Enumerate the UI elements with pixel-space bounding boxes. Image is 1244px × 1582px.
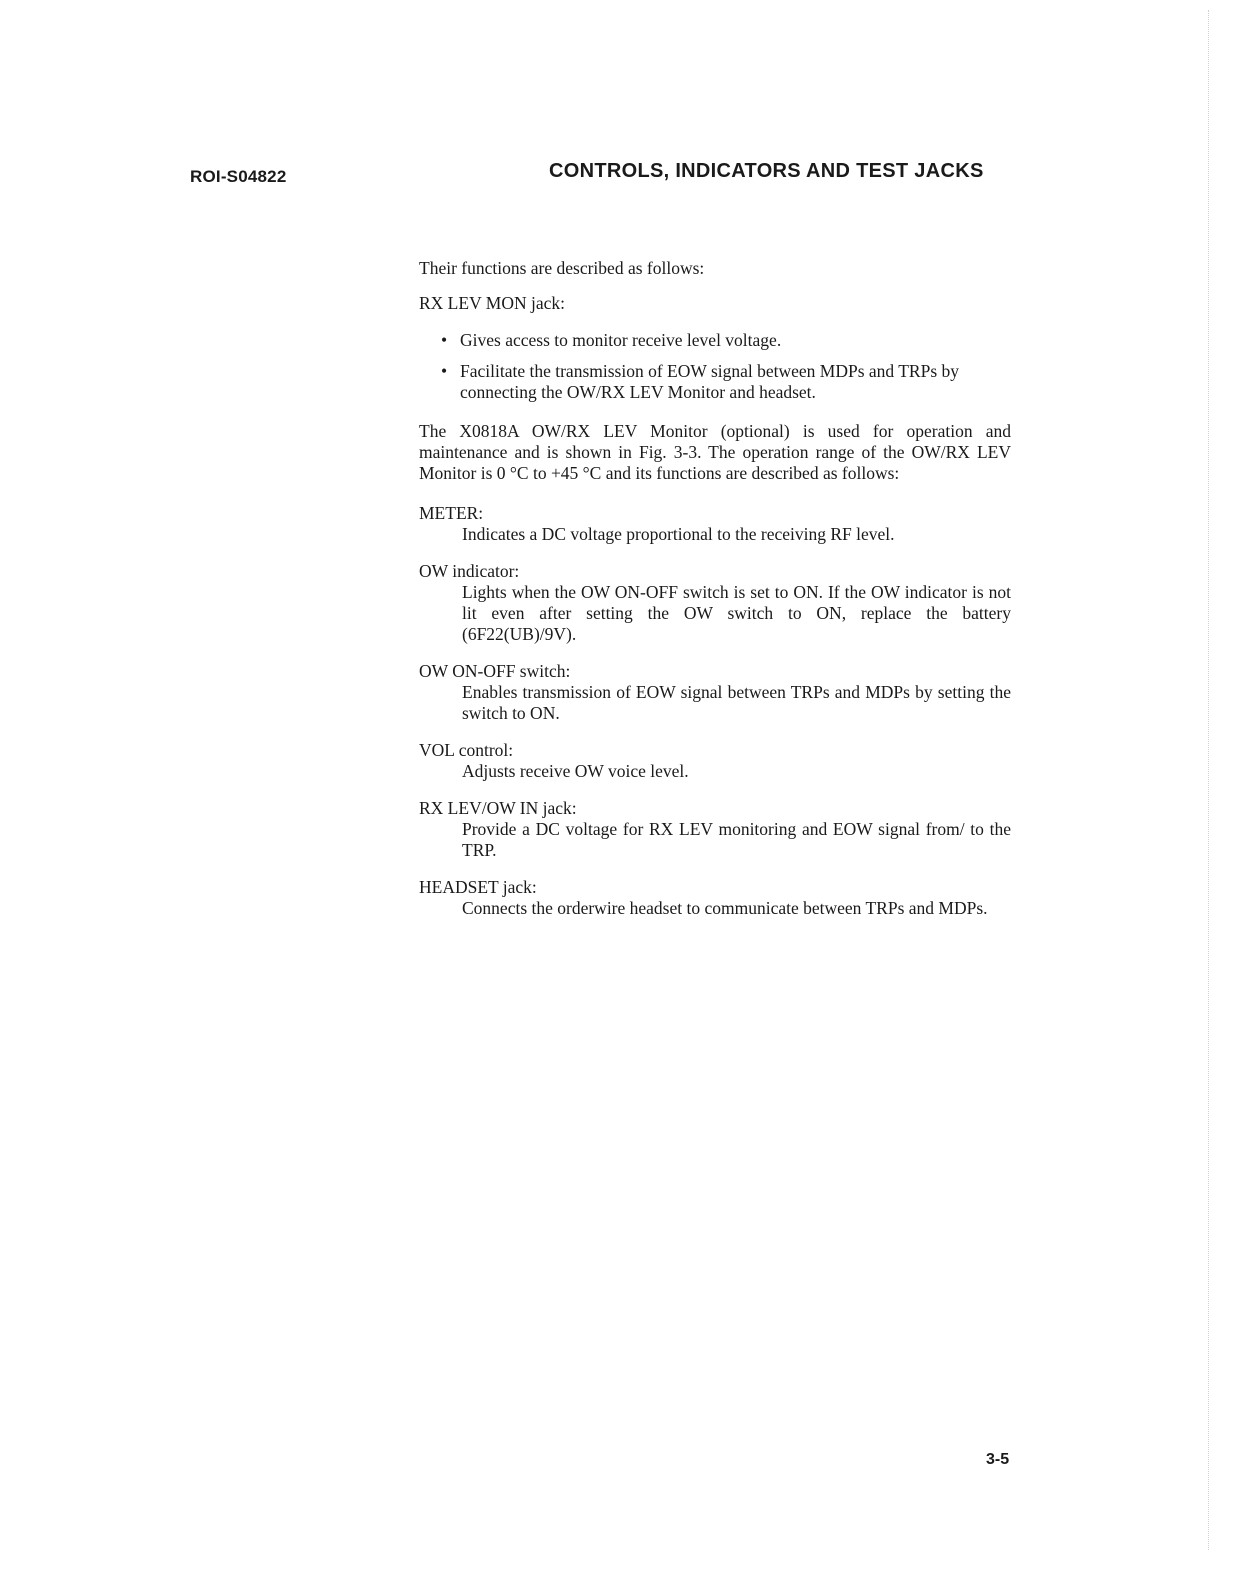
bullet-item [419,361,1011,403]
definition-description: Connects the orderwire headset to communicate between TRPs and MDPs. [462,898,988,918]
rx-lev-mon-bullet-list [419,330,1011,403]
definition-term: METER: [419,503,484,523]
definition-item-headset-jack [419,877,1011,919]
bullet-icon: • [441,361,448,381]
definition-term: OW ON-OFF switch: [419,661,571,681]
definition-description: Indicates a DC voltage proportional to the receiving RF level. [462,524,895,544]
section-title: CONTROLS, INDICATORS AND TEST JACKS [549,160,984,182]
definition-term: HEADSET jack: [419,877,537,897]
intro-text: Their functions are described as follows: [419,258,705,278]
scan-edge-marks [1208,10,1210,1550]
definition-item-vol-control [419,740,1011,782]
definition-term: OW indicator: [419,561,520,581]
body-content [419,258,1011,935]
definition-description: Enables transmission of EOW signal between TRPs and MDPs by setting the switch to ON. [462,682,1011,723]
monitor-description-paragraph: The X0818A OW/RX LEV Monitor (optional) is used for operation and maintenance and is shown in Fig. 3-3. The operation range of the OW/RX LEV Monitor is 0 °C to +45 °C and its functions are described as follows: [419,421,1011,483]
document-id: ROI-S04822 [190,167,287,186]
definition-term: VOL control: [419,740,514,760]
definition-term: RX LEV/OW IN jack: [419,798,577,818]
definition-description: Adjusts receive OW voice level. [462,761,689,781]
bullet-item [419,330,1011,351]
page-number: 3-5 [986,1451,1010,1468]
definition-description: Provide a DC voltage for RX LEV monitoring and EOW signal from/ to the TRP. [462,819,1011,860]
definition-item-rx-lev-ow-in-jack [419,798,1011,861]
bullet-icon: • [441,330,448,350]
bullet-text: Gives access to monitor receive level voltage. [460,330,782,350]
definition-item-ow-switch [419,661,1011,724]
definition-item-ow-indicator [419,561,1011,645]
bullet-text: Facilitate the transmission of EOW signal between MDPs and TRPs by connecting the OW/RX LEV Monitor and headset. [460,361,960,402]
rx-lev-mon-heading: RX LEV MON jack: [419,293,565,313]
definition-description: Lights when the OW ON-OFF switch is set to ON. If the OW indicator is not lit even after setting the OW switch to ON, replace the battery (6F22(UB)/9V). [462,582,1011,644]
definition-item-meter [419,503,1011,545]
